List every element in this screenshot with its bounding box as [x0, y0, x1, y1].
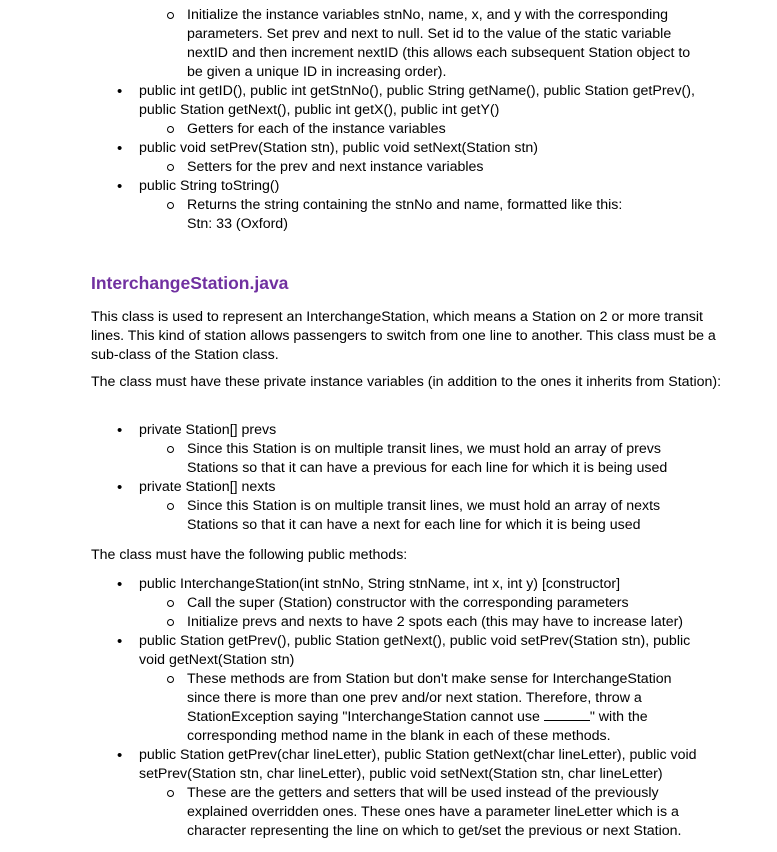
- line-methods-signature: public Station getPrev(char lineLetter), public Station getNext(char lineLetter), public void setPrev(Station stn, char lineLetter), public void setNext(Station stn, char lineLetter): [139, 747, 697, 782]
- overridden-methods-signature: public Station getPrev(), public Station getNext(), public void setPrev(Station stn), public void getNext(Station stn): [139, 633, 691, 668]
- sub-list: [139, 120, 719, 139]
- getters-signature: public int getID(), public int getStnNo(), public String getName(), public Station getPrev(), public Station getNext(), public int getX(), public int getY(): [139, 83, 695, 118]
- variables-intro: The class must have these private instance variables (in addition to the ones it inherits from Station):: [91, 374, 722, 390]
- sub-list: [139, 196, 719, 234]
- list-item: [139, 670, 707, 746]
- sub-list: [139, 158, 719, 177]
- sub-list: [139, 594, 719, 632]
- list-item: [139, 120, 707, 139]
- variables-list: [0, 421, 777, 535]
- nexts-description: Since this Station is on multiple transit lines, we must hold an array of nexts Stations so that it can have a next for each line for which it is being used: [187, 498, 661, 533]
- methods-intro: The class must have the following public methods:: [91, 547, 408, 563]
- nexts-variable: private Station[] nexts: [139, 479, 276, 495]
- list-item: [0, 6, 777, 82]
- sub-list: [139, 440, 719, 478]
- getters-description: Getters for each of the instance variables: [187, 121, 446, 137]
- sub-list: [139, 784, 719, 841]
- constructor-step-2: Initialize prevs and nexts to have 2 spots each (this may have to increase later): [187, 614, 684, 630]
- sub-list: [139, 497, 719, 535]
- prevs-description: Since this Station is on multiple transit lines, we must hold an array of prevs Stations so that it can have a previous for each line for which it is being used: [187, 441, 668, 476]
- list-item: [139, 6, 709, 82]
- list-item: [0, 746, 719, 841]
- list-item: [139, 497, 707, 535]
- station-methods-list: [0, 6, 777, 234]
- sub-list: [139, 6, 777, 82]
- methods-list: [0, 575, 777, 841]
- tostring-description: Returns the string containing the stnNo and name, formatted like this:: [187, 197, 623, 213]
- sub-list: [139, 670, 719, 746]
- list-item: [139, 196, 707, 234]
- setters-signature: public void setPrev(Station stn), public void setNext(Station stn): [139, 140, 539, 156]
- section-heading: InterchangeStation.java: [91, 273, 289, 293]
- setters-description: Setters for the prev and next instance variables: [187, 159, 484, 175]
- overridden-methods-description-b: " with the corresponding method name in the blank in each of these methods.: [187, 709, 648, 744]
- constructor-description: Initialize the instance variables stnNo, name, x, and y with the corresponding parameters. Set prev and next to null. Set id to the value of the static variable nextID and then increment nextID (this allows each subsequent Station object to be given a unique ID in increasing order).: [187, 7, 691, 80]
- list-item: [139, 440, 707, 478]
- list-item: [0, 82, 719, 139]
- list-item: [0, 177, 719, 234]
- list-item: [0, 421, 719, 478]
- list-item: [0, 575, 719, 632]
- list-item: [0, 632, 719, 746]
- line-methods-description: These are the getters and setters that will be used instead of the previously explained overridden ones. These ones have a parameter lineLetter which is a character representing the line on which to get/set the previous or next Station.: [187, 785, 682, 839]
- tostring-example: Stn: 33 (Oxford): [187, 216, 288, 232]
- list-item: [139, 594, 707, 613]
- intro-paragraph: This class is used to represent an InterchangeStation, which means a Station on 2 or more transit lines. This kind of station allows passengers to switch from one line to another. This class must be a sub-class of the Station class.: [91, 309, 716, 363]
- overridden-methods-description-a: These methods are from Station but don't make sense for InterchangeStation since there is more than one prev and/or next station. Therefore, throw a StationException saying "InterchangeStation cannot use: [187, 671, 672, 725]
- list-item: [139, 613, 707, 632]
- fill-in-blank: [544, 708, 590, 721]
- list-item: [139, 158, 707, 177]
- list-item: [139, 784, 707, 841]
- list-item: [0, 478, 719, 535]
- tostring-signature: public String toString(): [139, 178, 280, 194]
- list-item: [0, 139, 719, 177]
- prevs-variable: private Station[] prevs: [139, 422, 277, 438]
- constructor-step-1: Call the super (Station) constructor with the corresponding parameters: [187, 595, 629, 611]
- constructor-signature: public InterchangeStation(int stnNo, String stnName, int x, int y) [constructor]: [139, 576, 621, 592]
